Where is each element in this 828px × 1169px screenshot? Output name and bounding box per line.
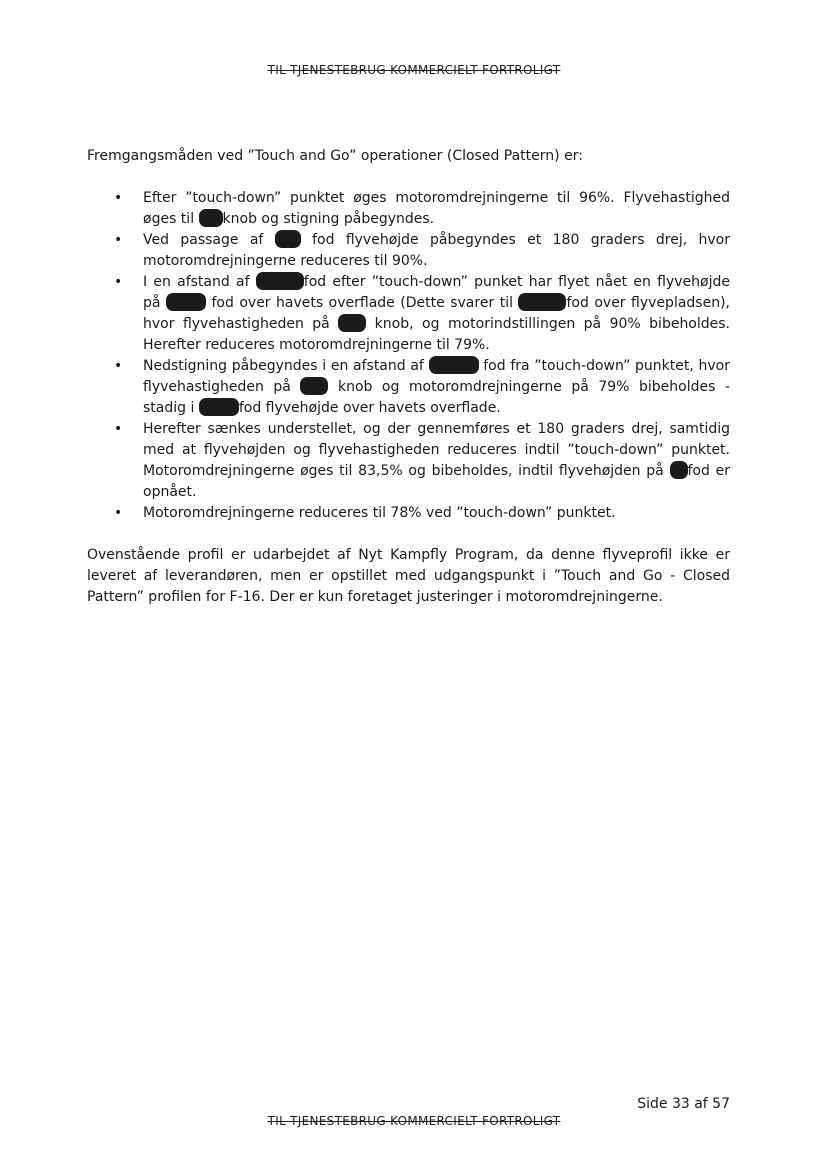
list-item xyxy=(87,356,730,419)
list-item-text: fod flyvehøjde påbegyndes et 180 graders drej, hvor motoromdrejningerne reduceres til 90%. xyxy=(143,232,730,269)
redaction-box xyxy=(166,293,206,311)
list-item xyxy=(87,230,730,272)
redaction-box xyxy=(429,356,479,374)
classification-footer: TIL TJENESTEBRUG KOMMERCIELT FORTROLIGT xyxy=(267,1114,561,1128)
page-number: Side 33 af 57 xyxy=(637,1096,730,1112)
list-item-text: knob, og motorindstillingen på 90% bibeholdes. Herefter reduceres motoromdrejningerne til 79%. xyxy=(143,316,731,353)
list-item xyxy=(87,188,730,230)
redaction-box xyxy=(300,377,328,395)
list-item-text: Nedstigning påbegyndes i en afstand af xyxy=(143,358,429,374)
list-item-text: fod efter ”touch-down” punket har flyet nået en flyvehøjde på xyxy=(143,274,730,311)
list-item-text: fod fra ”touch-down” punktet, hvor flyvehastigheden på xyxy=(143,358,730,395)
redaction-box xyxy=(199,398,239,416)
list-item-text: knob og motoromdrejningerne på 79% bibeholdes - stadig i xyxy=(143,379,730,416)
procedure-list xyxy=(87,188,730,524)
list-item-text: I en afstand af xyxy=(143,274,256,290)
list-item-text: Ved passage af xyxy=(143,232,275,248)
list-item-text: Motoromdrejningerne reduceres til 78% ved ”touch-down” punktet. xyxy=(143,505,616,521)
list-item-text: Herefter sænkes understellet, og der gennemføres et 180 graders drej, samtidig med at flyvehøjden og flyvehastigheden reduceres indtil ”touch-down” punktet. Motoromdrejningerne øges til 83,5% og bibeholdes, indtil flyvehøjden på xyxy=(143,421,730,479)
redaction-box xyxy=(670,461,688,479)
list-item xyxy=(87,272,730,356)
closing-paragraph: Ovenstående profil er udarbejdet af Nyt Kampfly Program, da denne flyveprofil ikke er leveret af leverandøren, men er opstillet med udgangspunkt i ”Touch and Go - Closed Pattern” profilen for F-16. Der er kun foretaget justeringer i motoromdrejningerne. xyxy=(87,547,730,605)
intro-paragraph: Fremgangsmåden ved ”Touch and Go” operationer (Closed Pattern) er: xyxy=(87,148,583,164)
list-item-text: Efter ”touch-down” punktet øges motoromdrejningerne til 96%. Flyvehastighed øges til xyxy=(143,190,730,227)
redaction-box xyxy=(275,230,301,248)
redaction-box xyxy=(338,314,366,332)
list-item xyxy=(87,419,730,503)
bullet-icon: • xyxy=(114,274,123,290)
list-item-text: knob og stigning påbegyndes. xyxy=(222,211,435,227)
list-item-text: fod over havets overflade (Dette svarer til xyxy=(205,295,519,311)
list-item xyxy=(87,503,730,524)
list-item-text: fod er opnået. xyxy=(143,463,730,500)
redaction-box xyxy=(256,272,304,290)
bullet-icon: • xyxy=(114,505,123,521)
bullet-icon: • xyxy=(114,232,123,248)
document-body xyxy=(87,146,730,608)
redaction-box xyxy=(518,293,566,311)
bullet-icon: • xyxy=(114,358,123,374)
list-item-text: fod flyvehøjde over havets overflade. xyxy=(238,400,501,416)
redaction-box xyxy=(199,209,223,227)
list-item-text: fod over flyvepladsen), hvor flyvehastigheden på xyxy=(143,295,730,332)
bullet-icon: • xyxy=(114,190,123,206)
bullet-icon: • xyxy=(114,421,123,437)
classification-header: TIL TJENESTEBRUG KOMMERCIELT FORTROLIGT xyxy=(267,63,561,77)
